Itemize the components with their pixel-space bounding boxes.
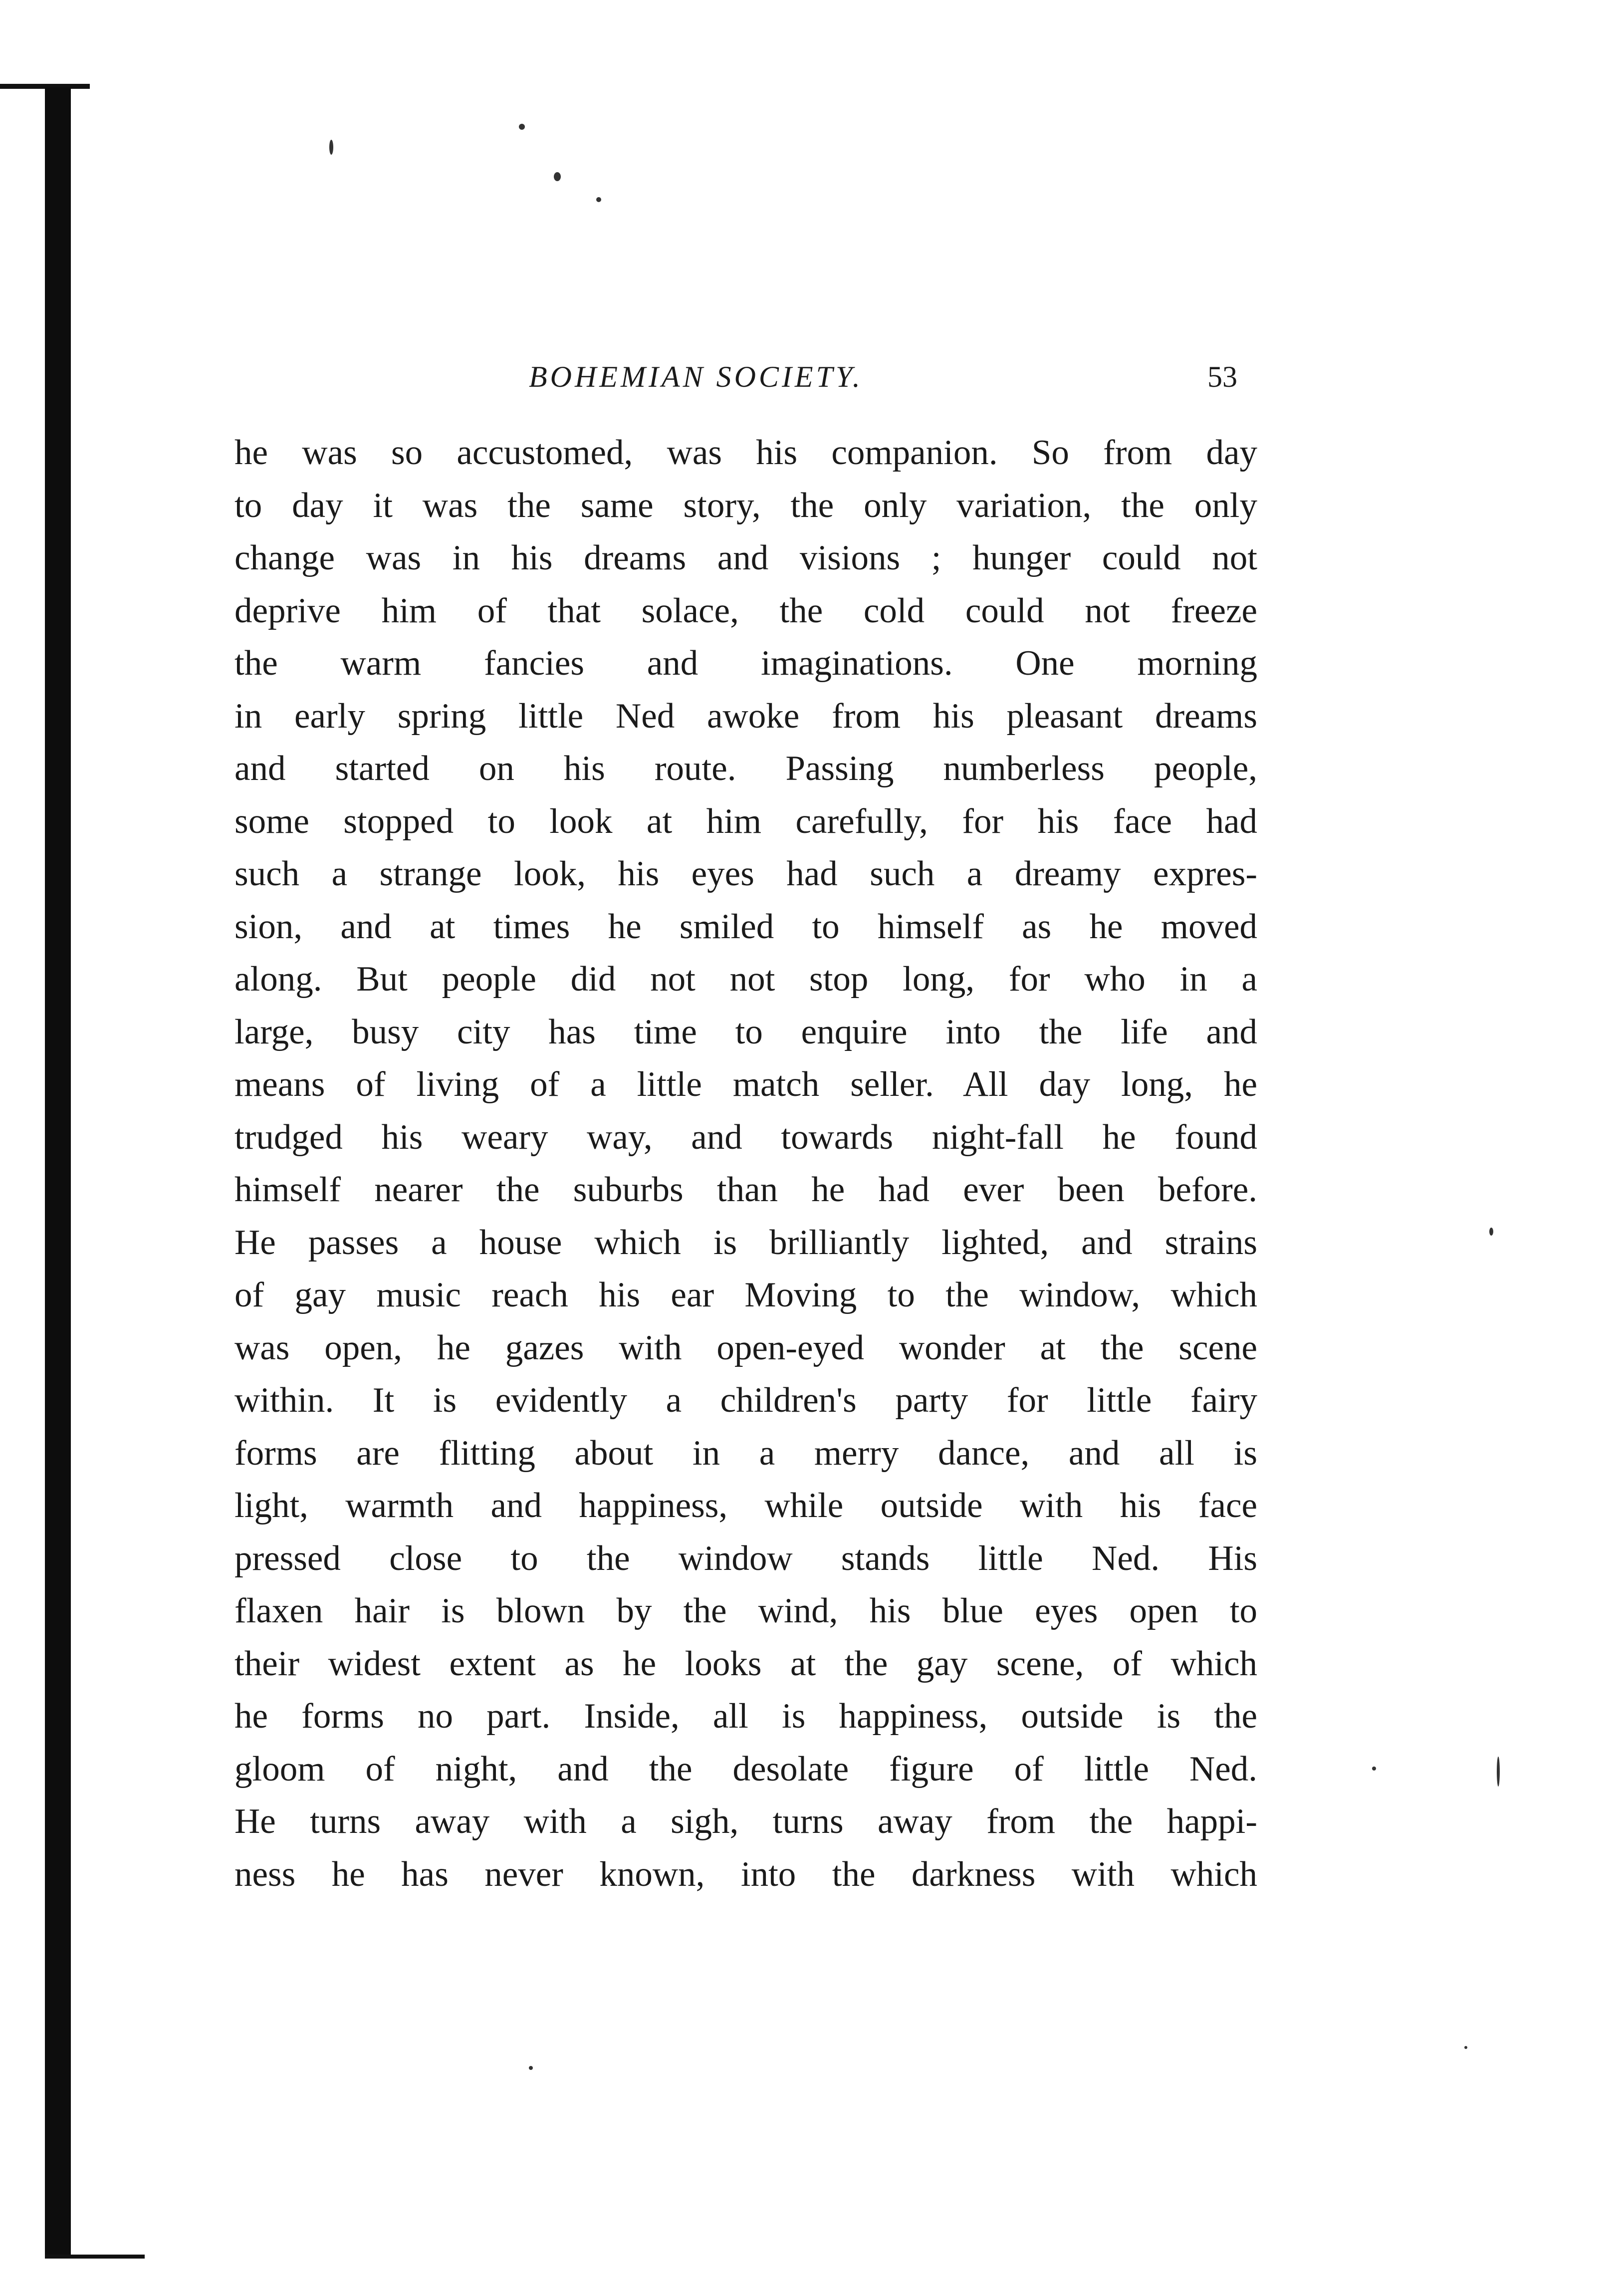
text-line: their widest extent as he looks at the gay scene, of which [234, 1644, 1257, 1683]
text-line: forms are flitting about in a merry dance, and all is [234, 1433, 1257, 1473]
text-line: light, warmth and happiness, while outside with his face [234, 1486, 1257, 1525]
body-text [234, 427, 1257, 1901]
text-line: he forms no part. Inside, all is happiness, outside is the [234, 1697, 1257, 1736]
page-header [0, 349, 1624, 404]
scan-speck [554, 172, 561, 181]
scan-speck [1497, 1757, 1500, 1786]
page-number: 53 [1207, 360, 1237, 393]
text-line: flaxen hair is blown by the wind, his blue eyes open to [234, 1591, 1257, 1630]
text-line: in early spring little Ned awoke from his pleasant dreams [234, 696, 1257, 736]
scan-speck [1464, 2046, 1467, 2049]
text-line: means of living of a little match seller. All day long, he [234, 1065, 1257, 1104]
binding-edge [45, 87, 71, 2258]
text-line: was open, he gazes with open-eyed wonder at the scene [234, 1328, 1257, 1367]
binding-edge-bottom [45, 2255, 145, 2259]
text-line: of gay music reach his ear Moving to the window, which [234, 1275, 1257, 1314]
text-line: pressed close to the window stands little Ned. His [234, 1538, 1257, 1578]
scan-speck [519, 124, 525, 130]
scan-speck [1372, 1767, 1376, 1771]
scan-speck [1489, 1228, 1493, 1236]
text-line: some stopped to look at him carefully, for his face had [234, 801, 1257, 841]
text-line: deprive him of that solace, the cold could not freeze [234, 591, 1257, 630]
scan-speck [329, 140, 333, 155]
text-line: He passes a house which is brilliantly lighted, and strains [234, 1223, 1257, 1262]
text-line: within. It is evidently a children's party for little fairy [234, 1381, 1257, 1420]
scan-speck [529, 2066, 533, 2070]
text-line: the warm fancies and imaginations. One morning [234, 644, 1257, 683]
text-line: such a strange look, his eyes had such a dreamy expres- [234, 854, 1257, 893]
text-line: He turns away with a sigh, turns away from the happi- [234, 1802, 1257, 1841]
text-line: large, busy city has time to enquire into the life and [234, 1012, 1257, 1051]
scan-speck [596, 197, 601, 202]
text-line: change was in his dreams and visions ; hunger could not [234, 538, 1257, 577]
text-line: he was so accustomed, was his companion. So from day [234, 433, 1257, 472]
text-line: ness he has never known, into the darkness with which [234, 1854, 1257, 1894]
running-head: BOHEMIAN SOCIETY. [529, 360, 863, 393]
text-line: along. But people did not not stop long, for who in a [234, 960, 1257, 999]
text-line: to day it was the same story, the only variation, the only [234, 486, 1257, 525]
text-line: trudged his weary way, and towards night-fall he found [234, 1117, 1257, 1157]
text-line: and started on his route. Passing numberless people, [234, 749, 1257, 788]
text-line: himself nearer the suburbs than he had ever been before. [234, 1170, 1257, 1209]
text-line: gloom of night, and the desolate figure of little Ned. [234, 1749, 1257, 1788]
text-line: sion, and at times he smiled to himself as he moved [234, 907, 1257, 946]
